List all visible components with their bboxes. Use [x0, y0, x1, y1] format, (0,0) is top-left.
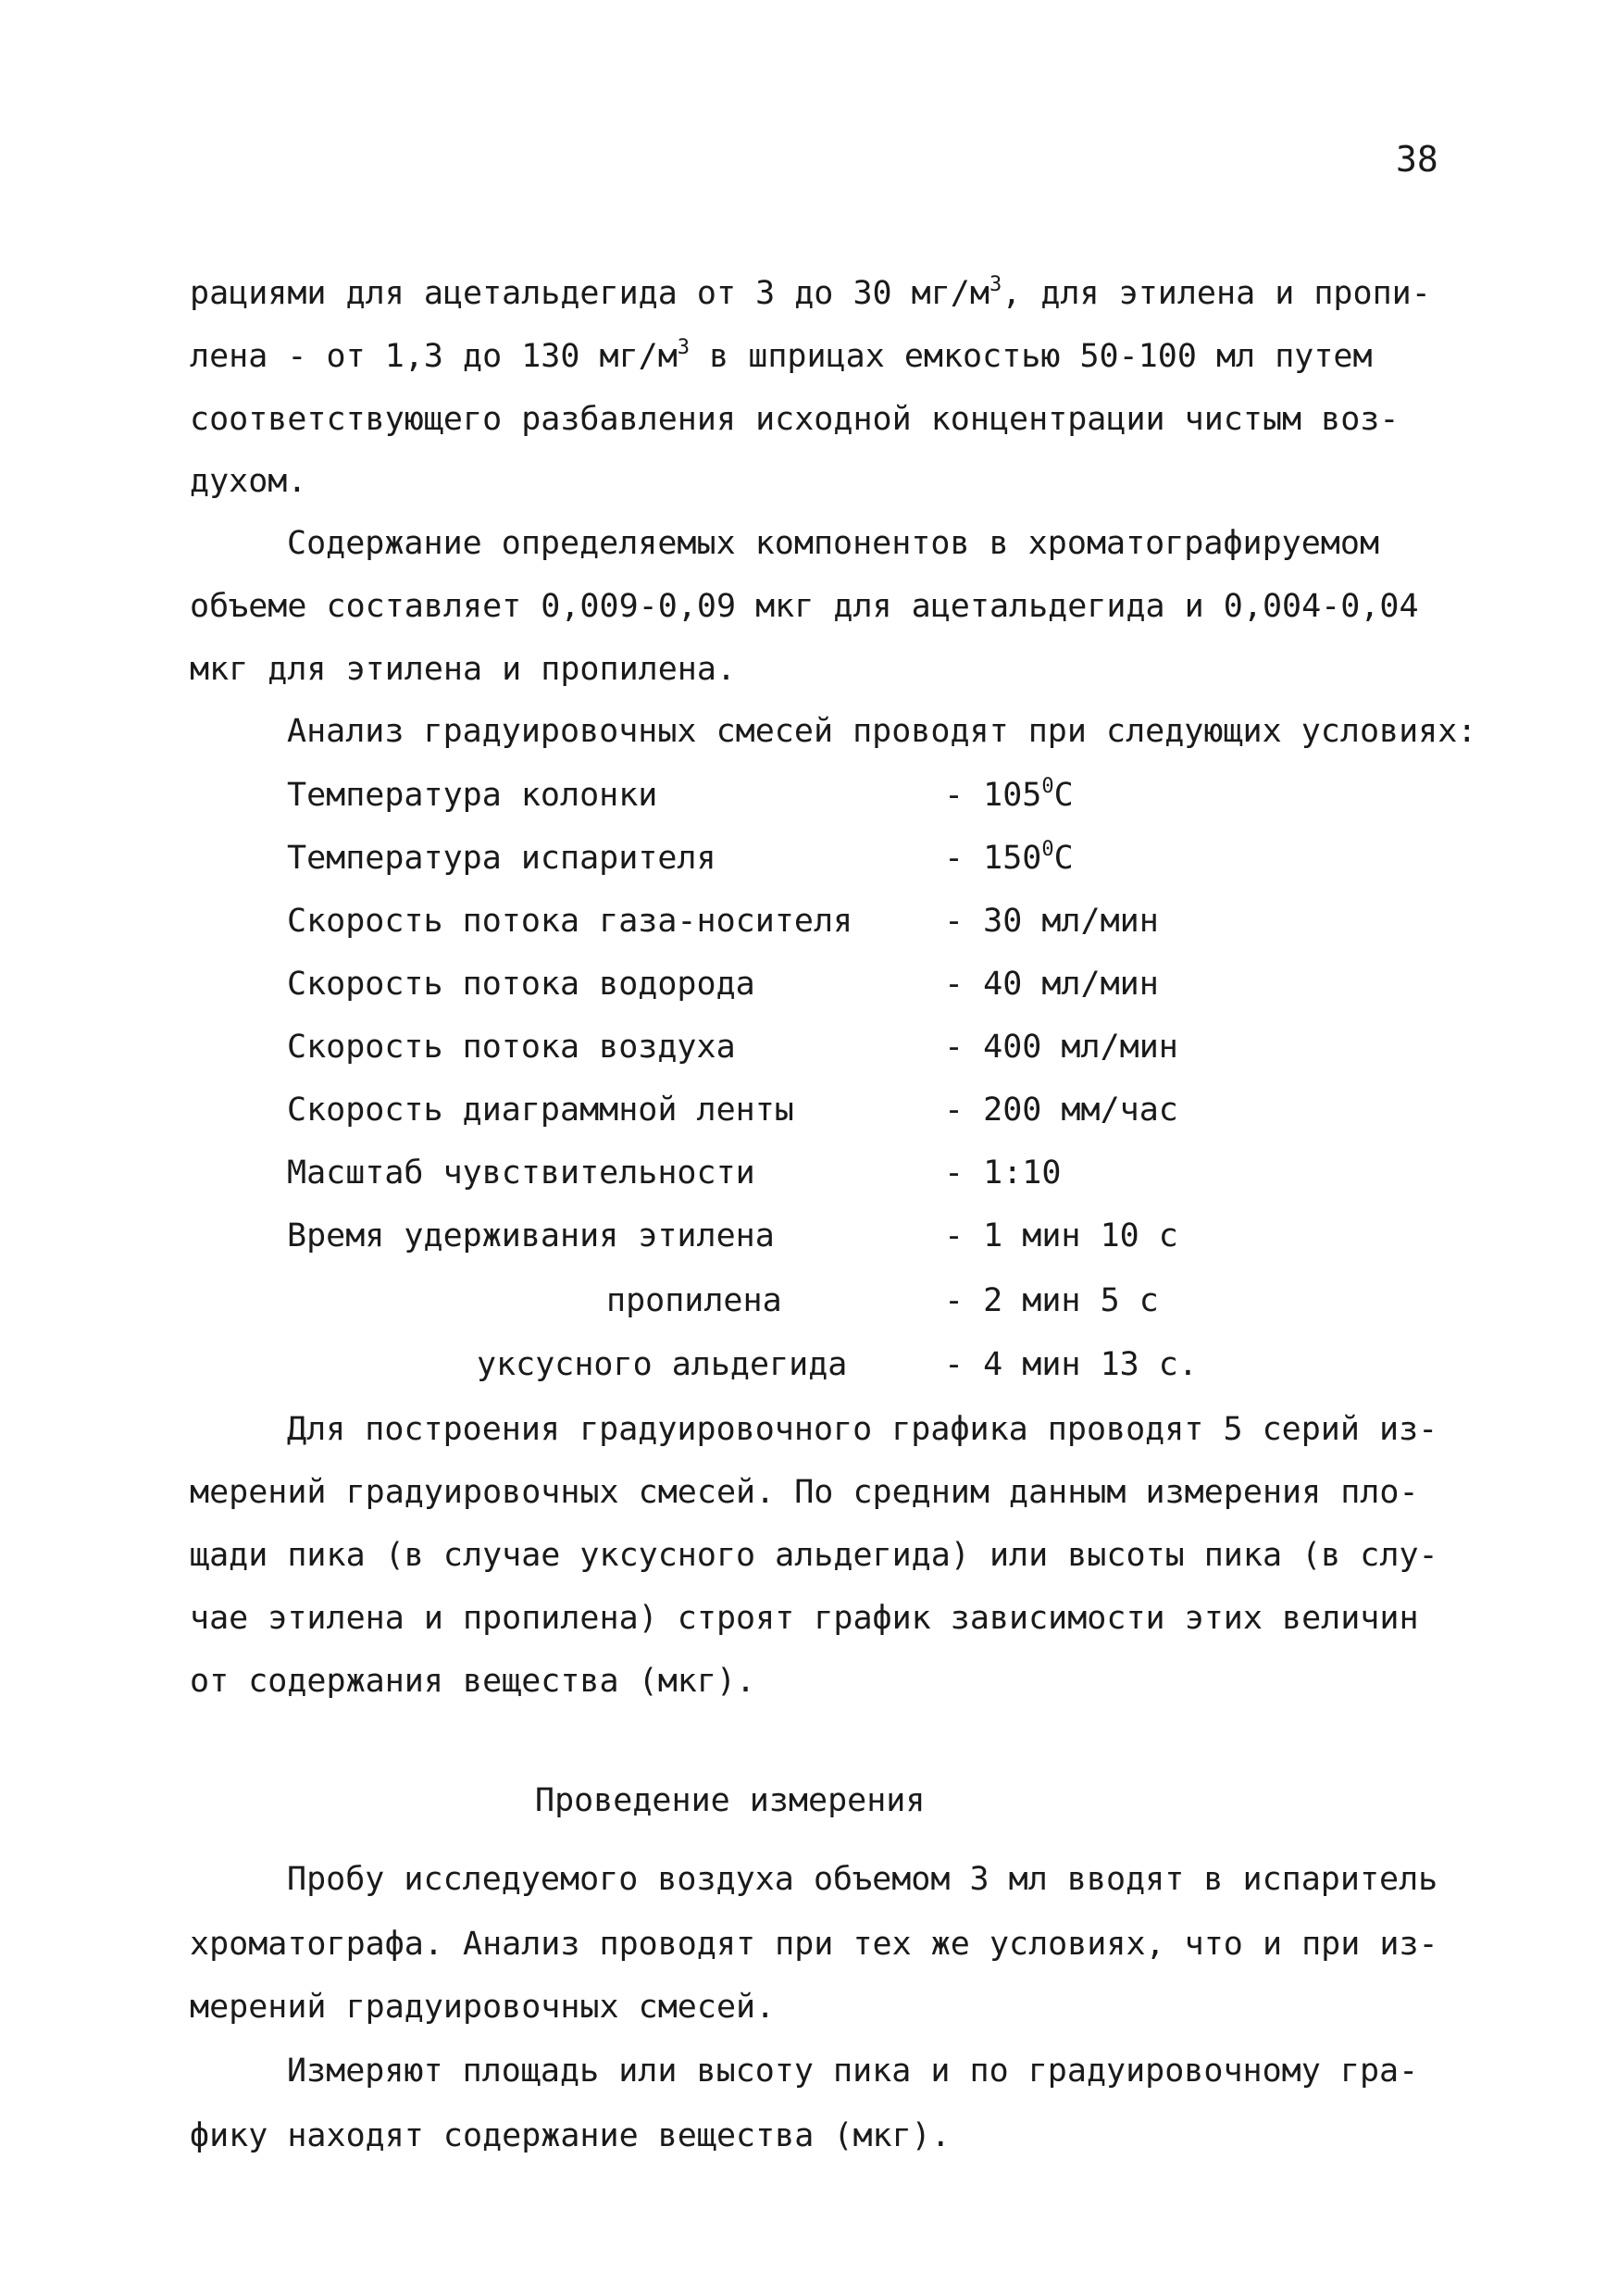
condition-label: Скорость потока воздуха	[287, 1029, 736, 1066]
text-span: , для этилена и пропи-	[1002, 275, 1431, 312]
condition-label: Масштаб чувствительности	[287, 1154, 755, 1192]
paragraph-line: хроматографа. Анализ проводят при тех же условиях, что и при из-	[190, 1926, 1438, 1963]
text-span: лена - от 1,3 до 130 мг/м	[190, 338, 678, 375]
unit-text: C	[1053, 840, 1074, 877]
text-span: рациями для ацетальдегида от 3 до 30 мг/м	[190, 275, 989, 312]
paragraph-line: духом.	[190, 463, 307, 500]
condition-label: Время удерживания этилена	[287, 1217, 775, 1254]
unit-text: C	[1053, 777, 1074, 814]
condition-label: Температура испарителя	[287, 840, 716, 877]
condition-value: - 2 мин 5 с	[944, 1282, 1159, 1319]
superscript: 3	[989, 273, 1002, 296]
paragraph-line	[190, 336, 1373, 375]
condition-value	[944, 838, 1074, 877]
condition-label: Скорость потока газа-носителя	[287, 903, 853, 940]
condition-value: - 1 мин 10 с	[944, 1217, 1178, 1254]
paragraph-line: мерений градуировочных смесей. По средним данным измерения пло-	[190, 1474, 1419, 1511]
paragraph-line: фику находят содержание вещества (мкг).	[190, 2117, 951, 2154]
paragraph-line: мерений градуировочных смесей.	[190, 1989, 776, 2026]
paragraph-line	[190, 273, 1431, 312]
paragraph-line: чае этилена и пропилена) строят график зависимости этих величин	[190, 1600, 1419, 1637]
paragraph-line: соответствующего разбавления исходной концентрации чистым воз-	[190, 401, 1400, 438]
condition-value: - 200 мм/час	[944, 1092, 1178, 1129]
condition-label: пропилена	[606, 1282, 782, 1319]
paragraph-line: Содержание определяемых компонентов в хроматографируемом	[287, 525, 1380, 562]
paragraph-line: щади пика (в случае уксусного альдегида) или высоты пика (в слу-	[190, 1537, 1438, 1574]
value-text: - 150	[944, 840, 1042, 877]
condition-value: - 30 мл/мин	[944, 903, 1159, 940]
condition-value: - 4 мин 13 с.	[944, 1346, 1198, 1383]
degree-superscript: 0	[1041, 775, 1054, 798]
page-number: 38	[1396, 139, 1438, 180]
degree-superscript: 0	[1041, 838, 1054, 861]
condition-label: уксусного альдегида	[477, 1346, 848, 1383]
paragraph-line: Пробу исследуемого воздуха объемом 3 мл вводят в испаритель	[287, 1861, 1438, 1898]
value-text: - 105	[944, 777, 1042, 814]
paragraph-line: мкг для этилена и пропилена.	[190, 651, 737, 688]
conditions-intro: Анализ градуировочных смесей проводят при следующих условиях:	[287, 713, 1477, 750]
condition-value: - 1:10	[944, 1154, 1062, 1192]
paragraph-line: объеме составляет 0,009-0,09 мкг для ацетальдегида и 0,004-0,04	[190, 588, 1419, 625]
superscript: 3	[677, 336, 691, 359]
section-heading: Проведение измерения	[535, 1782, 926, 1819]
condition-value	[944, 775, 1074, 814]
condition-value: - 40 мл/мин	[944, 966, 1159, 1003]
text-span: в шприцах емкостью 50-100 мл путем	[690, 338, 1373, 375]
paragraph-line: Для построения градуировочного графика проводят 5 серий из-	[287, 1411, 1438, 1448]
condition-label: Температура колонки	[287, 777, 658, 814]
condition-label: Скорость диаграммной ленты	[287, 1092, 794, 1129]
condition-value: - 400 мл/мин	[944, 1029, 1178, 1066]
paragraph-line: от содержания вещества (мкг).	[190, 1663, 756, 1700]
paragraph-line: Измеряют площадь или высоту пика и по градуировочному гра-	[287, 2053, 1419, 2090]
condition-label: Скорость потока водорода	[287, 966, 755, 1003]
